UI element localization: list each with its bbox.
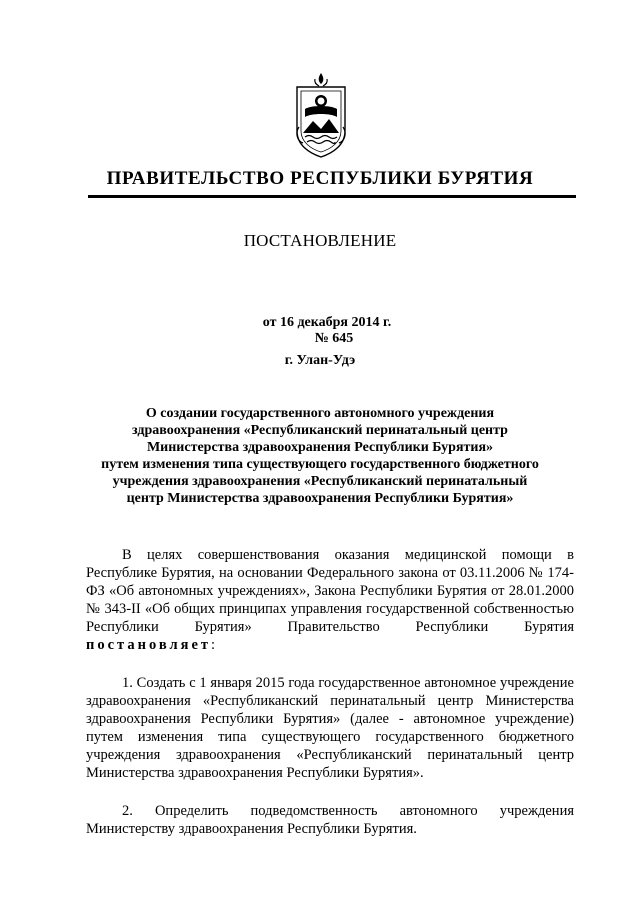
subject-line: здравоохранения «Республиканский перинатальный центр <box>132 423 508 438</box>
subject-line: О создании государственного автономного учреждения <box>145 406 495 421</box>
coat-of-arms-icon <box>293 71 349 159</box>
subject-line: учреждения здравоохранения «Республиканский перинатальный <box>112 474 528 489</box>
item-1-paragraph: 1. Создать с 1 января 2015 года государственное автономное учреждение здравоохранения «Республиканский перинатальный центр Министерства здравоохранения Республики Бурятия» (далее - автономное учреждение) путем изменения типа существующего государственного бюджетного учреждения здравоохранения «Республиканский перинатальный центр Министерства здравоохранения Республики Бурятия». <box>86 675 574 781</box>
item-2-paragraph: 2. Определить подведомственность автономного учреждения Министерству здравоохранения Республики Бурятия. <box>86 803 574 837</box>
government-title: ПРАВИТЕЛЬСТВО РЕСПУБЛИКИ БУРЯТИЯ <box>106 168 534 189</box>
document-body <box>86 546 574 858</box>
decree-colon: : <box>211 637 216 653</box>
document-subject <box>70 405 570 507</box>
document-type: ПОСТАНОВЛЕНИЕ <box>243 231 397 250</box>
subject-line: центр Министерства здравоохранения Республики Бурятия» <box>126 491 514 506</box>
document-number: № 645 <box>314 331 354 346</box>
header-rule <box>88 195 576 198</box>
decree-word: постановляет <box>86 637 212 653</box>
document-city: г. Улан-Удэ <box>284 353 356 368</box>
preamble-paragraph <box>86 546 574 654</box>
document-date: от 16 декабря 2014 г. <box>262 315 392 330</box>
subject-line: Министерства здравоохранения Республики Бурятия» <box>146 440 494 455</box>
preamble-text: В целях совершенствования оказания медицинской помощи в Республике Бурятия, на основании Федерального закона от 03.11.2006 № 174-ФЗ «Об автономных учреждениях», Закона Республики Бурятия от 28.01.2000 № 343-II «Об общих принципах управления государственной собственностью Республики Бурятия» Правительство Республики Бурятия <box>86 547 574 635</box>
subject-line: путем изменения типа существующего государственного бюджетного <box>101 457 539 472</box>
